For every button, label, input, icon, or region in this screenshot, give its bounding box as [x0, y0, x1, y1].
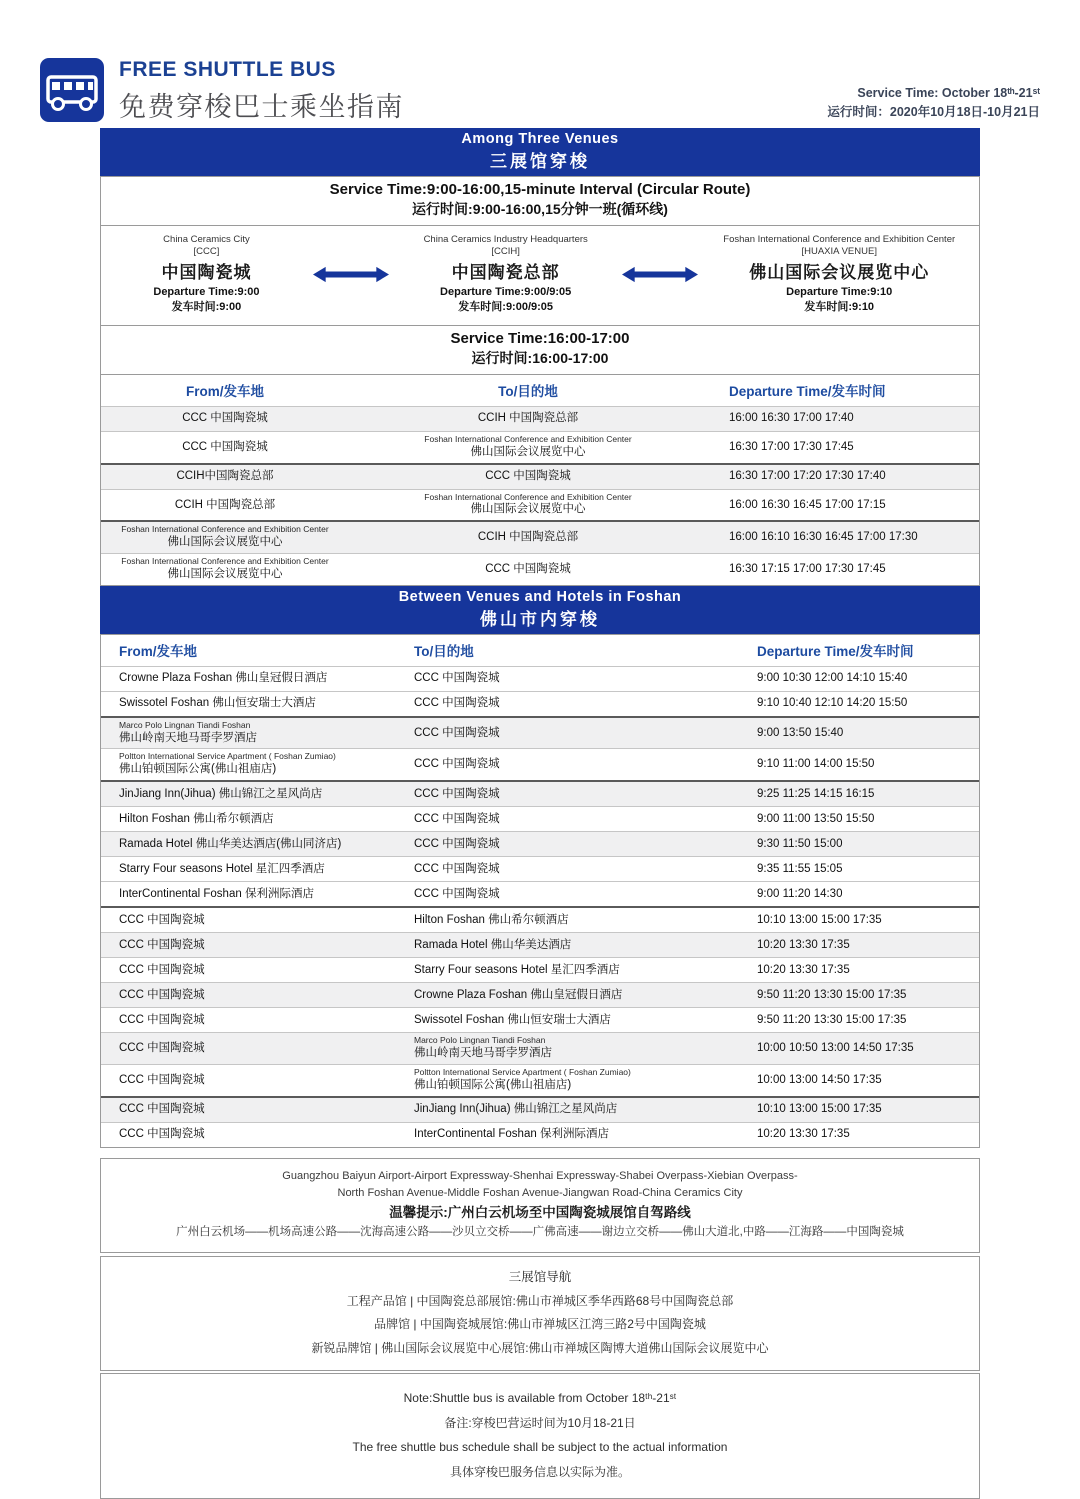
departure-times: 9:00 13:50 15:40 [757, 726, 844, 739]
departure-times-cell [707, 432, 981, 463]
venue-name-en: China Ceramics City [163, 234, 250, 245]
from-cell [101, 407, 349, 431]
to-name: CCC 中国陶瓷城 [414, 837, 500, 850]
departure-times: 10:20 13:30 17:35 [757, 963, 850, 976]
departure-times: 9:10 11:00 14:00 15:50 [757, 758, 875, 771]
from-name: CCC 中国陶瓷城 [119, 963, 205, 976]
departure-times-cell [707, 465, 981, 489]
departure-times: 16:00 16:30 16:45 17:00 17:15 [729, 498, 886, 511]
from-cell [101, 1123, 366, 1147]
table-row [101, 780, 979, 806]
departure-times-cell [707, 692, 981, 716]
column-header: To/目的地 [414, 644, 474, 660]
content-column [100, 128, 980, 1499]
from-name-en: Foshan International Conference and Exhibition Center [121, 524, 329, 535]
nav-lines [101, 1290, 979, 1360]
venue-0 [101, 234, 312, 315]
table-header-row [101, 375, 979, 406]
to-name: CCC 中国陶瓷城 [414, 887, 500, 900]
to-cell [349, 407, 707, 431]
banner2-title-en: Between Venues and Hotels in Foshan [398, 588, 682, 605]
to-cell [366, 1123, 707, 1147]
to-name: JinJiang Inn(Jihua) 佛山锦江之星风尚店 [414, 1103, 618, 1116]
venue-departure-en: Departure Time:9:10 [786, 286, 893, 299]
service-dates [827, 84, 1040, 123]
to-cell [366, 1065, 707, 1096]
departure-times-cell [707, 407, 981, 431]
table-row [101, 553, 979, 585]
to-cell [366, 692, 707, 716]
table-row [101, 1007, 979, 1032]
to-name: CCC 中国陶瓷城 [414, 726, 500, 739]
departure-times-cell [707, 522, 981, 553]
departure-times: 16:00 16:10 16:30 16:45 17:00 17:30 [729, 531, 918, 544]
banner-between-venues-hotels [100, 586, 980, 635]
table-row [101, 957, 979, 982]
venue-2 [699, 234, 979, 315]
from-name: 佛山国际会议展览中心 [167, 536, 283, 549]
to-name: CCIH 中国陶瓷总部 [477, 531, 579, 544]
venue-departure-zh: 发车时间:9:00/9:05 [458, 301, 554, 314]
table-row [101, 748, 979, 780]
departure-times: 10:20 13:30 17:35 [757, 1128, 850, 1141]
from-cell [101, 749, 366, 780]
from-name-en: Poltton International Service Apartment ( Foshan Zumiao) [119, 751, 336, 762]
to-cell [366, 1008, 707, 1032]
departure-times: 9:50 11:20 13:30 15:00 17:35 [757, 988, 907, 1001]
table-row [101, 520, 979, 553]
service-dates-zh: 运行时间：2020年10月18日-10月21日 [827, 105, 1040, 120]
departure-times-cell [707, 490, 981, 521]
nav-line: 品牌馆 | 中国陶瓷城展馆:佛山市禅城区江湾三路2号中国陶瓷城 [374, 1317, 706, 1332]
nav-title: 三展馆导航 [508, 1270, 572, 1285]
from-name: CCC 中国陶瓷城 [119, 913, 205, 926]
from-cell [101, 522, 349, 553]
departure-times-cell [707, 1123, 981, 1147]
title-block [119, 58, 404, 124]
from-cell [101, 1098, 366, 1122]
departure-times-cell [707, 882, 981, 906]
departure-times-cell [707, 1098, 981, 1122]
double-arrow-icon [312, 265, 390, 284]
venue-name-zh: 中国陶瓷总部 [451, 263, 560, 283]
to-cell [366, 718, 707, 749]
from-name: CCC 中国陶瓷城 [119, 1073, 205, 1086]
venue-name-en: China Ceramics Industry Headquarters [423, 234, 588, 245]
from-name: CCC 中国陶瓷城 [119, 1128, 205, 1141]
venue-departure-en: Departure Time:9:00 [153, 286, 260, 299]
to-name-en: Marco Polo Lingnan Tiandi Foshan [414, 1035, 546, 1046]
page-subtitle: 免费穿梭巴士乘坐指南 [119, 92, 404, 122]
to-name-en: Foshan International Conference and Exhibition Center [424, 433, 632, 444]
venues-diagram [100, 225, 980, 326]
from-name: InterContinental Foshan 保利洲际酒店 [119, 887, 314, 900]
note-line: 具体穿梭巴服务信息以实际为准。 [449, 1464, 630, 1479]
note-box [100, 1373, 980, 1499]
from-name: Swissotel Foshan 佛山恒安瑞士大酒店 [119, 697, 316, 710]
venue-name-zh: 中国陶瓷城 [161, 263, 252, 283]
to-name: InterContinental Foshan 保利洲际酒店 [414, 1128, 609, 1141]
from-cell [101, 832, 366, 856]
service-time2-en: Service Time:16:00-17:00 [450, 329, 630, 347]
departure-times-cell [707, 1033, 981, 1064]
route-tip-zh: 温馨提示:广州白云机场至中国陶瓷城展馆自驾路线 [389, 1204, 691, 1220]
from-cell [101, 857, 366, 881]
table-header-row [101, 635, 979, 666]
bus-icon [40, 58, 104, 122]
double-arrow-icon [621, 265, 699, 284]
departure-times-cell [707, 857, 981, 881]
from-cell [101, 554, 349, 585]
table-row [101, 406, 979, 431]
to-cell [349, 522, 707, 553]
banner-title-en: Among Three Venues [461, 131, 619, 147]
to-cell [366, 857, 707, 881]
departure-times: 9:50 11:20 13:30 15:00 17:35 [757, 1013, 907, 1026]
departure-times-cell [707, 958, 981, 982]
from-cell [101, 782, 366, 806]
service-time-box-1 [100, 176, 980, 226]
venue-code: [HUAXIA VENUE] [801, 245, 877, 257]
table-row [101, 691, 979, 716]
from-name: Hilton Foshan 佛山希尔顿酒店 [119, 812, 274, 825]
departure-times: 16:30 17:15 17:00 17:30 17:45 [729, 562, 886, 575]
to-name: CCC 中国陶瓷城 [414, 672, 500, 685]
page-header [40, 58, 1040, 124]
column-header: From/发车地 [185, 384, 264, 400]
departure-times-cell [707, 667, 981, 691]
banner2-title-zh: 佛山市内穿梭 [480, 609, 600, 629]
note-line: 备注:穿梭巴营运时间为10月18-21日 [444, 1415, 636, 1430]
service-time-zh: 运行时间:9:00-16:00,15分钟一班(循环线) [412, 201, 668, 217]
from-name: Starry Four seasons Hotel 星汇四季酒店 [119, 862, 325, 875]
from-name: CCIH 中国陶瓷总部 [174, 498, 276, 511]
nav-line: 新锐品牌馆 | 佛山国际会议展览中心展馆:佛山市禅城区陶博大道佛山国际会议展览中心 [311, 1340, 769, 1355]
departure-times-cell [707, 807, 981, 831]
to-name: Hilton Foshan 佛山希尔顿酒店 [414, 913, 569, 926]
from-cell [101, 1065, 366, 1096]
to-name: CCC 中国陶瓷城 [485, 562, 571, 575]
to-cell [366, 983, 707, 1007]
venue-departure-zh: 发车时间:9:00 [171, 301, 242, 314]
departure-times-cell [707, 1008, 981, 1032]
to-name: CCC 中国陶瓷城 [414, 862, 500, 875]
banner-title-zh: 三展馆穿梭 [490, 152, 590, 171]
to-name: CCIH 中国陶瓷总部 [477, 412, 579, 425]
table-row [101, 1032, 979, 1064]
from-name: CCC 中国陶瓷城 [119, 938, 205, 951]
from-name: CCC 中国陶瓷城 [119, 1013, 205, 1026]
departure-times: 9:00 11:20 14:30 [757, 887, 843, 900]
from-name: Ramada Hotel 佛山华美达酒店(佛山同济店) [119, 837, 342, 850]
to-name: CCC 中国陶瓷城 [414, 758, 500, 771]
departure-times-cell [707, 749, 981, 780]
from-name-en: Marco Polo Lingnan Tiandi Foshan [119, 719, 251, 730]
to-name: Starry Four seasons Hotel 星汇四季酒店 [414, 963, 620, 976]
from-cell [101, 667, 366, 691]
from-cell [101, 1008, 366, 1032]
departure-times-cell [707, 718, 981, 749]
hotel-shuttle-table [100, 634, 980, 1148]
table-row [101, 666, 979, 691]
departure-times: 9:30 11:50 15:00 [757, 837, 843, 850]
from-name: 佛山国际会议展览中心 [167, 567, 283, 580]
table-row [101, 906, 979, 932]
service-time-en: Service Time:9:00-16:00,15-minute Interval (Circular Route) [329, 181, 751, 198]
driving-route-box [100, 1158, 980, 1254]
column-header: Departure Time/发车时间 [729, 384, 886, 400]
table-row [101, 1122, 979, 1147]
departure-times-cell [707, 832, 981, 856]
from-cell [101, 882, 366, 906]
departure-times: 9:35 11:55 15:05 [757, 862, 843, 875]
from-cell [101, 983, 366, 1007]
to-cell [349, 554, 707, 585]
table-row [101, 1064, 979, 1096]
to-name-en: Poltton International Service Apartment ( Foshan Zumiao) [414, 1066, 631, 1077]
table-row [101, 716, 979, 749]
departure-times: 9:25 11:25 14:15 16:15 [757, 787, 875, 800]
from-name: Crowne Plaza Foshan 佛山皇冠假日酒店 [119, 672, 328, 685]
nav-line: 工程产品馆 | 中国陶瓷总部展馆:佛山市禅城区季华西路68号中国陶瓷总部 [346, 1293, 734, 1308]
from-name: 佛山岭南天地马哥孛罗酒店 [119, 731, 257, 744]
service-time-box-2 [100, 325, 980, 375]
column-header: From/发车地 [119, 644, 198, 660]
service-time2-zh: 运行时间:16:00-17:00 [471, 349, 609, 366]
departure-times: 10:20 13:30 17:35 [757, 938, 850, 951]
from-cell [101, 958, 366, 982]
departure-times-cell [707, 908, 981, 932]
to-name: 佛山国际会议展览中心 [470, 445, 586, 458]
table-row [101, 831, 979, 856]
departure-times: 10:00 13:00 14:50 17:35 [757, 1073, 882, 1086]
to-cell [366, 1033, 707, 1064]
from-cell [101, 465, 349, 489]
from-name: CCC 中国陶瓷城 [119, 988, 205, 1001]
table-row [101, 489, 979, 521]
to-name-en: Foshan International Conference and Exhibition Center [424, 491, 632, 502]
from-name: JinJiang Inn(Jihua) 佛山锦江之星风尚店 [119, 787, 323, 800]
to-cell [366, 807, 707, 831]
to-cell [366, 933, 707, 957]
to-name: CCC 中国陶瓷城 [414, 812, 500, 825]
to-cell [366, 882, 707, 906]
table-row [101, 806, 979, 831]
to-cell [349, 465, 707, 489]
departure-times: 9:00 11:00 13:50 15:50 [757, 812, 875, 825]
table-row [101, 982, 979, 1007]
to-name: 佛山国际会议展览中心 [470, 503, 586, 516]
venue-code: [CCIH] [491, 245, 520, 257]
venue-code: [CCC] [193, 245, 220, 257]
table-row [101, 1096, 979, 1122]
to-name: Swissotel Foshan 佛山恒安瑞士大酒店 [414, 1013, 611, 1026]
from-cell [101, 718, 366, 749]
departure-times: 9:10 10:40 12:10 14:20 15:50 [757, 697, 908, 710]
departure-times: 16:00 16:30 17:00 17:40 [729, 412, 854, 425]
banner-among-three-venues [100, 128, 980, 177]
page-title: FREE SHUTTLE BUS [119, 58, 336, 81]
from-cell [101, 807, 366, 831]
from-name: CCC 中国陶瓷城 [119, 1042, 205, 1055]
venue-departure-zh: 发车时间:9:10 [804, 301, 875, 314]
venue-name-en: Foshan International Conference and Exhibition Center [723, 234, 956, 245]
column-header: To/目的地 [498, 384, 558, 400]
to-name: 佛山铂顿国际公寓(佛山祖庙店) [414, 1078, 572, 1091]
to-cell [366, 749, 707, 780]
table-row [101, 463, 979, 489]
route-detail-zh: 广州白云机场——机场高速公路——沈海高速公路——沙贝立交桥——广佛高速——谢边立交桥——佛山大道北,中路——江海路——中国陶瓷城 [176, 1225, 904, 1238]
departure-times-cell [707, 1065, 981, 1096]
from-name: CCC 中国陶瓷城 [182, 412, 268, 425]
departure-times-cell [707, 782, 981, 806]
to-name: CCC 中国陶瓷城 [485, 470, 571, 483]
to-name: 佛山岭南天地马哥孛罗酒店 [414, 1046, 552, 1059]
from-name: 佛山铂顿国际公寓(佛山祖庙店) [119, 763, 277, 776]
to-cell [366, 908, 707, 932]
to-name: Ramada Hotel 佛山华美达酒店 [414, 938, 572, 951]
to-name: Crowne Plaza Foshan 佛山皇冠假日酒店 [414, 988, 623, 1001]
table-row [101, 856, 979, 881]
from-name-en: Foshan International Conference and Exhibition Center [121, 556, 329, 567]
departure-times-cell [707, 554, 981, 585]
departure-times: 10:10 13:00 15:00 17:35 [757, 913, 882, 926]
venue-1 [390, 234, 621, 315]
column-header: Departure Time/发车时间 [757, 644, 914, 660]
from-name: CCC 中国陶瓷城 [182, 440, 268, 453]
departure-times-cell [707, 983, 981, 1007]
table-row [101, 932, 979, 957]
note-line: Note:Shuttle bus is available from October 18ᵗʰ-21ˢᵗ [403, 1390, 677, 1405]
from-cell [101, 933, 366, 957]
table-row [101, 431, 979, 463]
venue-name-zh: 佛山国际会议展览中心 [749, 263, 930, 283]
to-cell [366, 832, 707, 856]
venue-shuttle-table [100, 374, 980, 586]
note-line: The free shuttle bus schedule shall be subject to the actual information [352, 1440, 728, 1455]
departure-times: 16:30 17:00 17:20 17:30 17:40 [729, 470, 886, 483]
from-cell [101, 432, 349, 463]
venue-navigation-box [100, 1256, 980, 1371]
to-cell [366, 1098, 707, 1122]
to-cell [366, 782, 707, 806]
departure-times: 10:00 10:50 13:00 14:50 17:35 [757, 1042, 914, 1055]
route-line1-en: Guangzhou Baiyun Airport-Airport Expressway-Shenhai Expressway-Shabei Overpass-Xiebian Overpass- [282, 1169, 798, 1182]
departure-times: 10:10 13:00 15:00 17:35 [757, 1103, 882, 1116]
to-name: CCC 中国陶瓷城 [414, 697, 500, 710]
from-cell [101, 1033, 366, 1064]
from-cell [101, 692, 366, 716]
to-cell [349, 432, 707, 463]
to-name: CCC 中国陶瓷城 [414, 787, 500, 800]
departure-times-cell [707, 933, 981, 957]
venue-departure-en: Departure Time:9:00/9:05 [440, 286, 572, 299]
departure-times: 9:00 10:30 12:00 14:10 15:40 [757, 672, 908, 685]
from-cell [101, 908, 366, 932]
from-cell [101, 490, 349, 521]
from-name: CCC 中国陶瓷城 [119, 1103, 205, 1116]
route-line2-en: North Foshan Avenue-Middle Foshan Avenue-Jiangwan Road-China Ceramics City [337, 1186, 743, 1199]
to-cell [349, 490, 707, 521]
to-cell [366, 958, 707, 982]
departure-times: 16:30 17:00 17:30 17:45 [729, 440, 854, 453]
service-dates-en: Service Time: October 18ᵗʰ-21ˢᵗ [857, 86, 1040, 100]
to-cell [366, 667, 707, 691]
from-name: CCIH中国陶瓷总部 [176, 470, 274, 483]
table-row [101, 881, 979, 906]
